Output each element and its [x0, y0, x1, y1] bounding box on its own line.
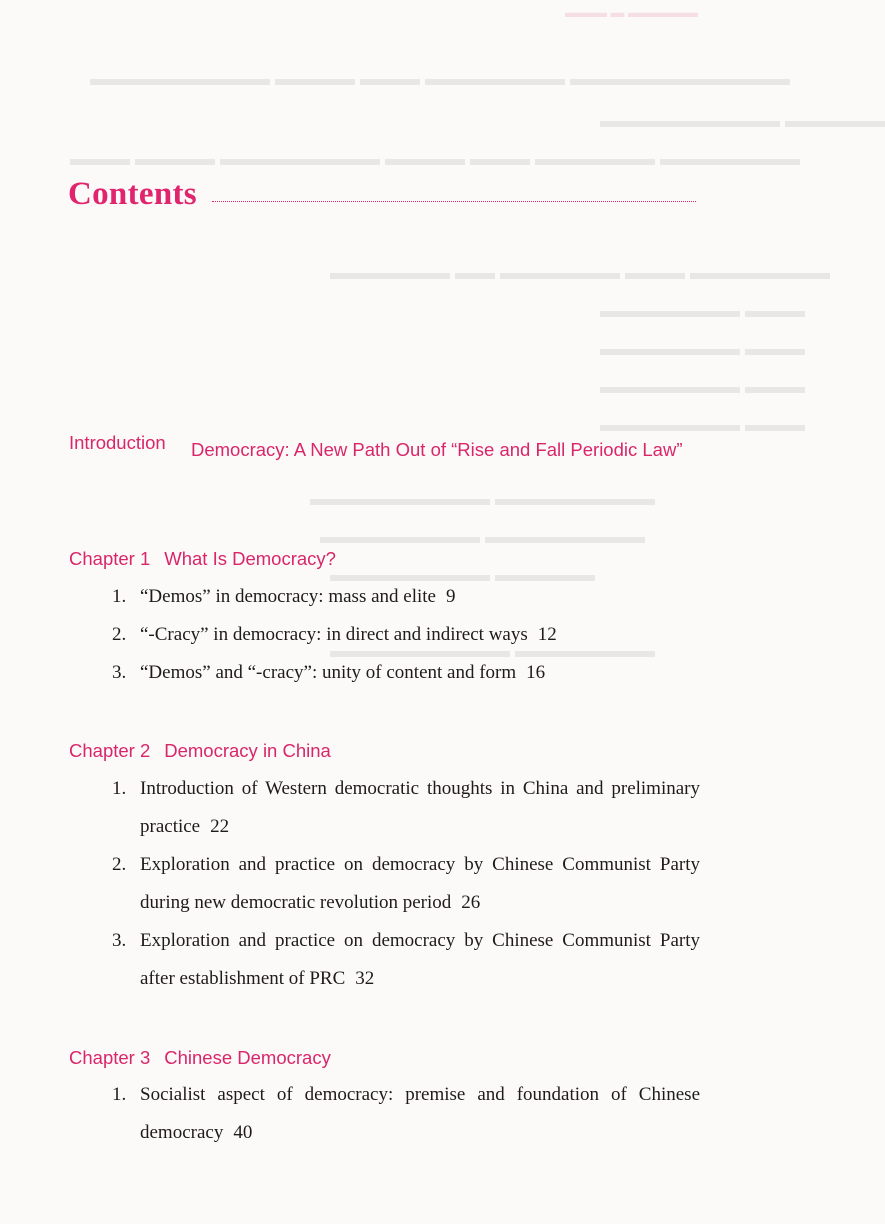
chapter-heading: [69, 740, 331, 762]
toc-entry: [112, 616, 700, 654]
chapter-label: Chapter 1: [69, 548, 151, 569]
toc-entry-text: Exploration and practice on democracy by Chinese Communist Party during new democratic revolution period: [140, 854, 700, 913]
chapter-heading: [69, 1047, 331, 1069]
toc-entry-text: Socialist aspect of democracy: premise and foundation of Chinese democracy: [140, 1084, 700, 1143]
toc-entry-index: 2.: [112, 624, 127, 645]
toc-entry-index: 2.: [112, 854, 127, 875]
page-title: Contents: [68, 176, 197, 212]
toc-entry: [112, 846, 700, 922]
chapter-label: Chapter 3: [69, 1047, 151, 1068]
toc-entry-page: 9: [445, 586, 456, 607]
toc-entry-page: 12: [537, 624, 557, 645]
toc-entry-text: Introduction of Western democratic thoughts in China and preliminary practice: [140, 778, 700, 837]
toc-entry: [112, 770, 700, 846]
toc-entry: [112, 922, 700, 998]
introduction-label: Introduction: [69, 432, 166, 453]
toc-entry-page: 40: [233, 1122, 253, 1143]
introduction-title: Democracy: A New Path Out of “Rise and Fall Periodic Law”: [191, 439, 683, 460]
toc-entry-page: 26: [461, 892, 481, 913]
title-dotted-rule: [212, 201, 696, 202]
chapter-label: Chapter 2: [69, 740, 151, 761]
toc-entry-index: 1.: [112, 1084, 127, 1105]
toc-entry-text: “Demos” in democracy: mass and elite: [140, 586, 436, 607]
bleed-through-shadow: ▬▬▬ ▬ ▬▬▬▬▬ ▬▬▬▬▬▬▬▬▬ ▬▬▬▬ ▬▬▬ ▬▬▬▬▬▬▬ ▬▬▬▬▬▬▬▬▬▬▬ ▬▬▬▬▬▬▬▬▬ ▬▬▬▬▬ ▬▬▬ ▬▬▬▬ ▬▬▬▬▬▬▬▬ ▬▬▬▬ ▬▬▬ ▬▬▬▬▬▬ ▬▬▬▬▬▬▬ ▬▬▬▬▬▬ ▬▬ ▬▬▬▬▬▬ ▬▬▬ ▬▬▬▬▬▬▬ ▬▬▬▬▬▬▬ ▬▬▬ ▬▬▬▬▬▬▬ ▬▬▬ ▬▬▬▬▬▬▬ ▬▬▬ ▬▬▬▬▬▬▬ ▬▬▬ ▬▬▬▬▬▬▬▬▬ ▬▬▬▬▬▬▬▬ ▬▬▬▬▬▬▬▬ ▬▬▬▬▬▬▬▬ ▬▬▬▬▬▬▬▬ ▬▬▬▬▬ ▬▬▬▬▬▬▬▬▬ ▬▬▬▬▬▬▬: [70, 6, 885, 662]
toc-entry-page: 32: [355, 968, 375, 989]
toc-entry-text: “-Cracy” in democracy: in direct and indirect ways: [140, 624, 528, 645]
toc-entry-page: 22: [210, 816, 230, 837]
toc-entry-page: 16: [526, 662, 546, 683]
chapter-title: Chinese Democracy: [164, 1047, 331, 1068]
toc-entry-index: 3.: [112, 930, 127, 951]
chapter-heading: [69, 548, 336, 570]
toc-entry-index: 1.: [112, 586, 127, 607]
toc-entry-index: 1.: [112, 778, 127, 799]
toc-entry-index: 3.: [112, 662, 127, 683]
toc-entry: [112, 654, 700, 692]
toc-entry-text: “Demos” and “-cracy”: unity of content and form: [140, 662, 517, 683]
toc-entry: [112, 578, 700, 616]
chapter-title: Democracy in China: [164, 740, 331, 761]
toc-entry-text: Exploration and practice on democracy by Chinese Communist Party after establishment of PRC: [140, 930, 700, 989]
toc-entry: [112, 1076, 700, 1152]
chapter-title: What Is Democracy?: [164, 548, 336, 569]
